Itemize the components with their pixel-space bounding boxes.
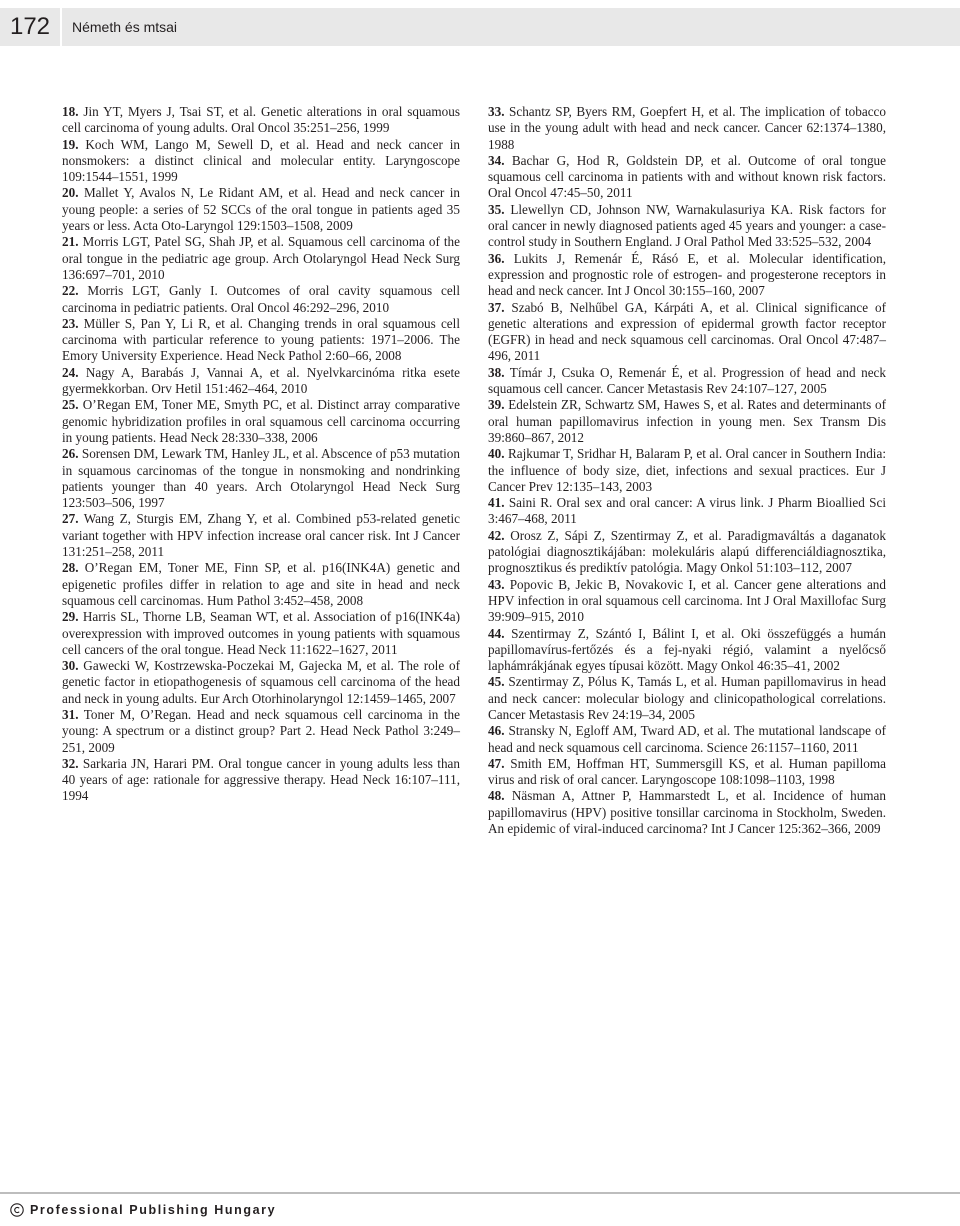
reference-item — [62, 397, 460, 446]
reference-number: 25. — [62, 397, 79, 413]
reference-text: O’Regan EM, Toner ME, Smyth PC, et al. Distinct array comparative genomic hybridization profiles in oral squamous cell carcinoma occurring in young patients. Head Neck 28:330–338, 2006 — [62, 397, 460, 445]
reference-number: 21. — [62, 234, 79, 250]
reference-item — [62, 316, 460, 365]
page-number: 172 — [0, 8, 62, 46]
reference-text: Gawecki W, Kostrzewska-Poczekai M, Gajecka M, et al. The role of genetic factor in etiopathogenesis of squamous cell carcinoma of the head and neck in young adults. Eur Arch Otorhinolaryngol 12:1459–1465, 2007 — [62, 658, 460, 706]
reference-item — [488, 446, 886, 495]
reference-number: 36. — [488, 250, 505, 266]
reference-number: 26. — [62, 446, 79, 462]
reference-item — [62, 658, 460, 707]
reference-item — [488, 756, 886, 789]
reference-number: 35. — [488, 201, 505, 217]
reference-item — [488, 104, 886, 153]
reference-item — [488, 788, 886, 837]
reference-number: 24. — [62, 364, 79, 380]
reference-text: Jin YT, Myers J, Tsai ST, et al. Genetic alterations in oral squamous cell carcinoma of young adults. Oral Oncol 35:251–256, 1999 — [62, 104, 460, 136]
reference-number: 19. — [62, 136, 79, 152]
reference-number: 31. — [62, 706, 79, 722]
reference-number: 30. — [62, 658, 79, 674]
reference-item — [62, 446, 460, 511]
reference-item — [488, 577, 886, 626]
reference-text: Edelstein ZR, Schwartz SM, Hawes S, et al. Rates and determinants of oral human papillomavirus infection in young men. Sex Transm Dis 39:860–867, 2012 — [488, 397, 886, 445]
reference-text: Wang Z, Sturgis EM, Zhang Y, et al. Combined p53-related genetic variant together with HPV infection increase oral cancer risk. Int J Cancer 131:251–258, 2011 — [62, 511, 460, 560]
reference-text: Näsman A, Attner P, Hammarstedt L, et al. Incidence of human papillomavirus (HPV) positive tonsillar carcinoma in Stockholm, Sweden. An epidemic of viral-induced carcinoma? Int J Cancer 125:362–366, 2009 — [488, 788, 886, 837]
reference-item — [62, 511, 460, 560]
reference-item — [62, 137, 460, 186]
reference-number: 22. — [62, 283, 79, 299]
reference-text: Sorensen DM, Lewark TM, Hanley JL, et al. Abscence of p53 mutation in squamous carcinomas of the tongue in nonsmoking and nondrinking patients younger than 40 years. Arch Otolaryngol Head Neck Surg 123:503–506, 1997 — [62, 446, 460, 511]
reference-text: Bachar G, Hod R, Goldstein DP, et al. Outcome of oral tongue squamous cell carcinoma in patients with and without known risk factors. Oral Oncol 47:45–50, 2011 — [488, 152, 886, 201]
reference-text: Schantz SP, Byers RM, Goepfert H, et al. The implication of tobacco use in the young adult with head and neck cancer. Cancer 62:1374–1380, 1988 — [488, 104, 886, 152]
running-head: Németh és mtsai — [72, 19, 178, 35]
reference-text: Toner M, O’Regan. Head and neck squamous cell carcinoma in the young: A spectrum or a distinct group? Part 2. Head Neck Pathol 3:249–251, 2009 — [62, 706, 460, 755]
reference-number: 34. — [488, 152, 505, 168]
reference-item — [488, 202, 886, 251]
reference-number: 37. — [488, 299, 505, 315]
reference-number: 27. — [62, 511, 79, 527]
reference-text: Szentirmay Z, Szántó I, Bálint I, et al. Oki összefüggés a humán papillomavírus-fertőzés és a fej-nyaki régió, valamint a nyelőcső laphámrákjának egyes típusai között. Magy Onkol 46:35–41, 2002 — [488, 625, 886, 674]
reference-text: Mallet Y, Avalos N, Le Ridant AM, et al. Head and neck cancer in young people: a series of 52 SCCs of the oral tongue in patients aged 35 years or less. Acta Oto-Laryngol 129:1503–1508, 2009 — [62, 185, 460, 234]
reference-text: Szabó B, Nelhűbel GA, Kárpáti A, et al. Clinical significance of genetic alterations and expression of epidermal growth factor receptor (EGFR) in head and neck squamous cell carcinomas. Oral Oncol 47:487–496, 2011 — [488, 299, 886, 364]
reference-number: 47. — [488, 755, 505, 771]
reference-number: 28. — [62, 560, 79, 576]
reference-text: O’Regan EM, Toner ME, Finn SP, et al. p16(INK4A) genetic and epigenetic profiles differ in relation to age and site in head and neck squamous cell carcinomas. Hum Pathol 3:452–458, 2008 — [62, 560, 460, 608]
reference-number: 18. — [62, 104, 79, 119]
reference-number: 42. — [488, 527, 505, 543]
reference-item — [62, 185, 460, 234]
reference-text: Popovic B, Jekic B, Novakovic I, et al. Cancer gene alterations and HPV infection in oral squamous cell carcinoma. Int J Oral Maxillofac Surg 39:909–915, 2010 — [488, 576, 886, 625]
reference-item — [488, 397, 886, 446]
reference-text: Smith EM, Hoffman HT, Summersgill KS, et al. Human papilloma virus and risk of oral cancer. Laryngoscope 108:1098–1103, 1998 — [488, 755, 886, 788]
references-column-right — [488, 104, 886, 837]
page-header — [0, 8, 960, 46]
reference-number: 33. — [488, 104, 505, 119]
reference-text: Lukits J, Remenár É, Rásó E, et al. Molecular identification, expression and prognostic role of estrogen- and progesterone receptors in head and neck cancer. Int J Oncol 30:155–160, 2007 — [488, 250, 886, 299]
reference-number: 23. — [62, 315, 79, 331]
reference-number: 41. — [488, 495, 505, 511]
reference-item — [62, 560, 460, 609]
reference-number: 44. — [488, 625, 505, 641]
reference-item — [488, 251, 886, 300]
reference-item — [488, 626, 886, 675]
reference-item — [488, 153, 886, 202]
reference-number: 29. — [62, 609, 79, 625]
reference-number: 43. — [488, 576, 505, 592]
reference-text: Saini R. Oral sex and oral cancer: A virus link. J Pharm Bioallied Sci 3:467–468, 2011 — [488, 495, 886, 527]
reference-number: 20. — [62, 185, 79, 201]
reference-number: 32. — [62, 755, 79, 771]
reference-text: Morris LGT, Patel SG, Shah JP, et al. Squamous cell carcinoma of the oral tongue in the pediatric age group. Arch Otolaryngol Head Neck Surg 136:697–701, 2010 — [62, 234, 460, 282]
reference-item — [488, 495, 886, 528]
reference-text: Koch WM, Lango M, Sewell D, et al. Head and neck cancer in nonsmokers: a distinct clinical and molecular entity. Laryngoscope 109:1544–1551, 1999 — [62, 136, 460, 185]
reference-item — [488, 723, 886, 756]
reference-item — [488, 300, 886, 365]
reference-item — [488, 528, 886, 577]
reference-number: 40. — [488, 446, 505, 462]
reference-text: Nagy A, Barabás J, Vannai A, et al. Nyelvkarcinóma ritka esete gyermekkorban. Orv Hetil 151:462–464, 2010 — [62, 364, 460, 397]
reference-number: 39. — [488, 397, 505, 413]
reference-item — [62, 707, 460, 756]
references-column-left — [62, 104, 460, 805]
reference-item — [62, 104, 460, 137]
page-footer — [0, 1192, 960, 1226]
reference-number: 46. — [488, 723, 505, 739]
reference-item — [62, 756, 460, 805]
publisher-name: Professional Publishing Hungary — [30, 1203, 277, 1217]
reference-number: 45. — [488, 674, 505, 690]
reference-text: Orosz Z, Sápi Z, Szentirmay Z, et al. Paradigmaváltás a daganatok patológiai diagnosztikájában: molekuláris alapú differenciáldiagnosztika, prognosztikus és prediktív patológia. Magy Onkol 51:103–112, 2007 — [488, 527, 886, 576]
reference-text: Rajkumar T, Sridhar H, Balaram P, et al. Oral cancer in Southern India: the influence of body size, diet, infections and sexual practices. Eur J Cancer Prev 12:135–143, 2003 — [488, 446, 886, 494]
reference-item — [488, 674, 886, 723]
reference-text: Morris LGT, Ganly I. Outcomes of oral cavity squamous cell carcinoma in pediatric patients. Oral Oncol 46:292–296, 2010 — [62, 283, 460, 315]
reference-item — [62, 365, 460, 398]
copyright-icon — [10, 1203, 24, 1217]
reference-number: 48. — [488, 788, 505, 804]
reference-item — [488, 365, 886, 398]
reference-text: Harris SL, Thorne LB, Seaman WT, et al. Association of p16(INK4a) overexpression with improved outcomes in young patients with squamous cell cancers of the oral tongue. Head Neck 11:1622–1627, 2011 — [62, 609, 460, 657]
reference-item — [62, 283, 460, 316]
reference-text: Szentirmay Z, Pólus K, Tamás L, et al. Human papillomavirus in head and neck cancer: molecular biology and clinicopathological correlations. Cancer Metastasis Rev 24:19–34, 2005 — [488, 674, 886, 722]
reference-item — [62, 234, 460, 283]
reference-text: Sarkaria JN, Harari PM. Oral tongue cancer in young adults less than 40 years of age: rationale for aggressive therapy. Head Neck 16:107–111, 1994 — [62, 755, 460, 804]
reference-item — [62, 609, 460, 658]
reference-text: Müller S, Pan Y, Li R, et al. Changing trends in oral squamous cell carcinoma with particular reference to young patients: 1971–2006. The Emory University Experience. Head Neck Pathol 2:60–66, 2008 — [62, 315, 460, 364]
reference-text: Stransky N, Egloff AM, Tward AD, et al. The mutational landscape of head and neck squamous cell carcinoma. Science 26:1157–1160, 2011 — [488, 723, 886, 755]
reference-number: 38. — [488, 364, 505, 380]
reference-text: Tímár J, Csuka O, Remenár É, et al. Progression of head and neck squamous cell cancer. Cancer Metastasis Rev 24:107–127, 2005 — [488, 364, 886, 397]
reference-text: Llewellyn CD, Johnson NW, Warnakulasuriya KA. Risk factors for oral cancer in newly diagnosed patients aged 45 years and younger: a case-control study in Southern England. J Oral Pathol Med 33:525–532, 2004 — [488, 201, 886, 250]
